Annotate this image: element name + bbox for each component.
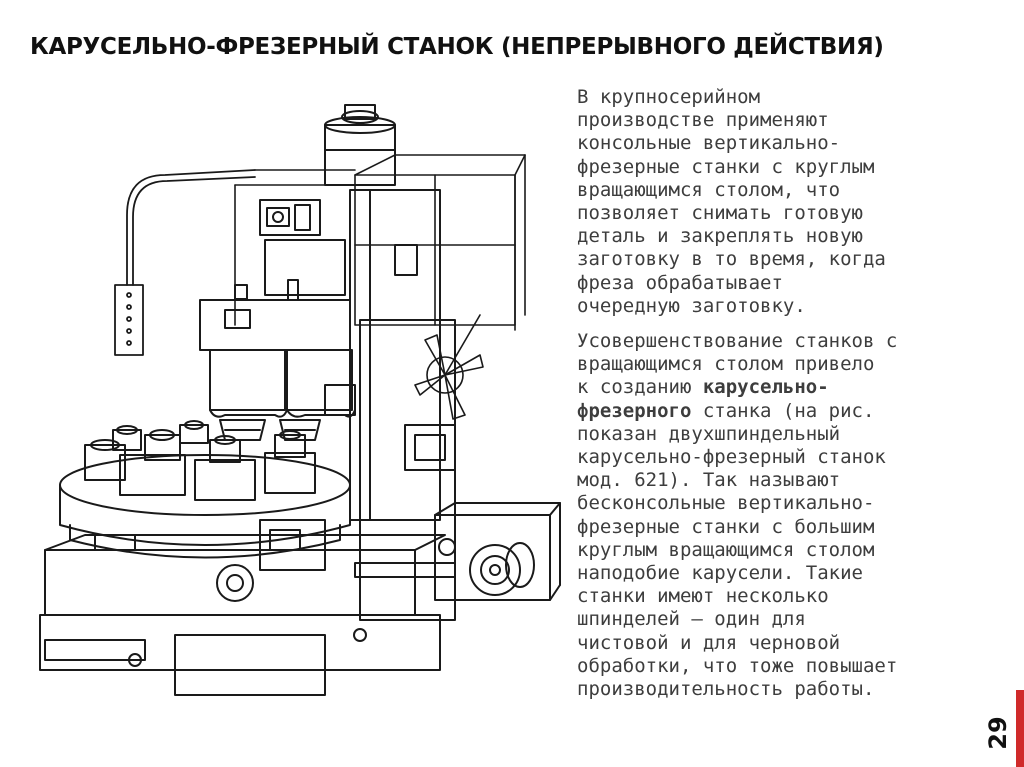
text-line: консольные вертикально-: [577, 132, 841, 155]
rotary-table: [60, 421, 350, 558]
fan: [415, 315, 483, 419]
bold-term: фрезерного: [577, 399, 692, 422]
text-line: обработки, что тоже повышает: [577, 654, 898, 677]
text-line: очередную заготовку.: [577, 294, 806, 317]
text-line: бесконсольные вертикально-: [577, 492, 875, 515]
body-text: [577, 86, 977, 713]
text-fragment: к созданию: [577, 376, 703, 399]
accent-bar: [1016, 690, 1024, 767]
text-line: фрезерные станки с круглым: [577, 155, 875, 178]
spindle-head: [200, 200, 355, 440]
text-line: Усовершенствование станков с: [577, 330, 898, 353]
text-fragment: станка (на рис.: [691, 399, 875, 422]
paragraph-1: [577, 86, 977, 318]
text-line: круглым вращающимся столом: [577, 538, 875, 561]
text-line: вращающимся столом, что: [577, 178, 841, 201]
text-line: шпинделей – один для: [577, 608, 806, 631]
text-line: деталь и закреплять новую: [577, 225, 863, 248]
text-line: вращающимся столом привело: [577, 353, 875, 376]
text-line: мод. 621). Так называют: [577, 469, 841, 492]
text-line: фрезерные станки с большим: [577, 515, 875, 538]
milling-machine-illustration: [25, 95, 570, 700]
text-line: [577, 400, 977, 423]
slide-title: КАРУСЕЛЬНО-ФРЕЗЕРНЫЙ СТАНОК (НЕПРЕРЫВНОГО ДЕЙСТВИЯ): [30, 34, 884, 60]
text-line: позволяет снимать готовую: [577, 202, 863, 225]
text-line: наподобие карусели. Такие: [577, 562, 863, 585]
text-line: производительность работы.: [577, 678, 875, 701]
machine-base: [40, 520, 455, 695]
text-line: фреза обрабатывает: [577, 271, 783, 294]
drive-unit: [435, 503, 560, 600]
text-line: [577, 376, 977, 399]
upper-frame: [235, 155, 525, 330]
text-line: В крупносерийном: [577, 86, 761, 108]
text-line: станки имеют несколько: [577, 585, 829, 608]
text-line: показан двухшпиндельный: [577, 422, 841, 445]
bold-term: карусельно-: [702, 376, 829, 399]
text-line: заготовку в то время, когда: [577, 248, 886, 271]
text-line: карусельно-фрезерный станок: [577, 446, 886, 469]
page-number: 29: [984, 716, 1012, 750]
text-line: чистовой и для черновой: [577, 631, 841, 654]
paragraph-2: [577, 330, 977, 701]
column: [350, 190, 455, 620]
text-line: производстве применяют: [577, 109, 829, 132]
